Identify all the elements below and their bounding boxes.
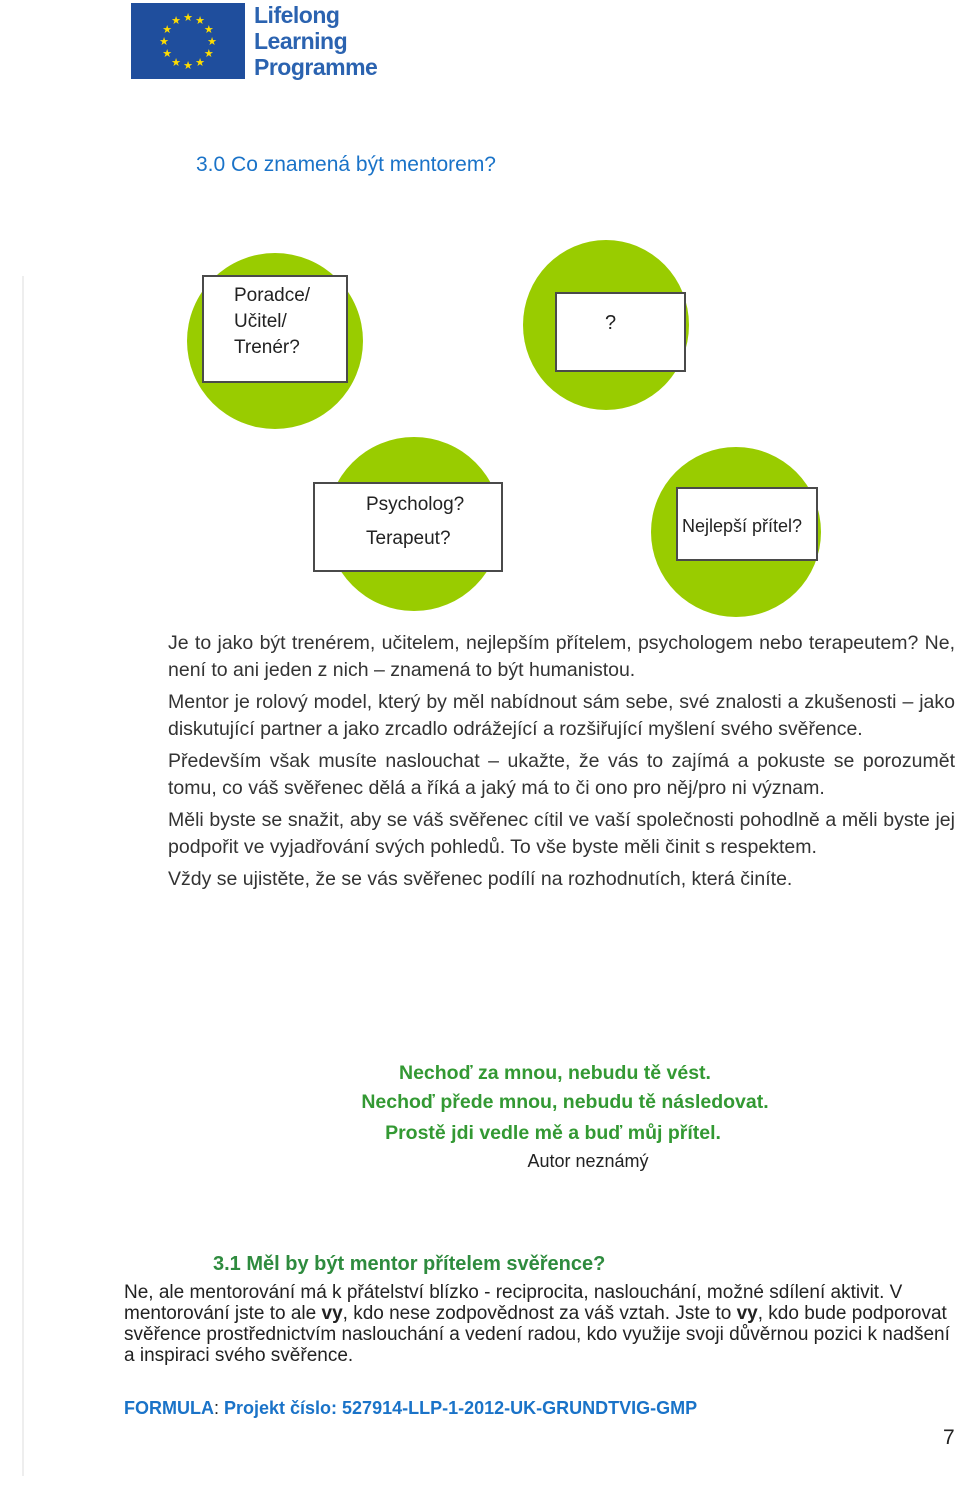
quote-author: Autor neznámý <box>527 1151 649 1171</box>
eu-star-icon: ★ <box>203 24 214 36</box>
node-poradce <box>202 275 348 383</box>
quote-line-3: Prostě jdi vedle mě a buď můj přítel. <box>385 1122 721 1144</box>
logo-line-3: Programme <box>254 54 378 80</box>
eu-star-icon: ★ <box>183 60 193 72</box>
text-run: , kdo bude podporovat svěřence prostřednictvím naslouchání a vedení radou, kdo využije svoji důvěrnou pozici k nadšení a inspiraci svého svěřence. <box>124 1303 950 1366</box>
eu-star-icon: ★ <box>171 56 181 69</box>
quote-line-2: Nechoď přede mnou, nebudu tě následovat. <box>361 1091 769 1113</box>
quote-line-1: Nechoď za mnou, nebudu tě vést. <box>399 1062 711 1084</box>
eu-star-icon: ★ <box>183 12 193 24</box>
logo-line-1: Lifelong <box>254 2 340 28</box>
subsection-title: 3.1 Měl by být mentor přítelem svěřence? <box>213 1253 606 1275</box>
eu-stars-icon <box>131 3 245 79</box>
node-line: Terapeut? <box>366 528 451 549</box>
text-run: , kdo nese zodpovědnost za váš vztah. Jste to <box>342 1303 737 1324</box>
node-line: ? <box>605 312 617 334</box>
footer-project <box>124 1398 697 1419</box>
eu-star-icon: ★ <box>203 48 214 60</box>
node-line: Poradce/ <box>234 285 311 306</box>
eu-star-icon: ★ <box>207 36 217 48</box>
node-psycholog <box>313 482 503 572</box>
node-nejlepsi-pritel <box>676 487 818 561</box>
footer-separator: : <box>213 1398 219 1418</box>
eu-star-icon: ★ <box>171 15 181 28</box>
page-margin-line <box>22 276 24 1476</box>
node-question <box>555 292 686 372</box>
eu-star-icon: ★ <box>195 56 205 69</box>
emphasis-vy: vy <box>321 1303 343 1324</box>
section-title: 3.0 Co znamená být mentorem? <box>196 153 496 176</box>
paragraph-2: Mentor je rolový model, který by měl nabídnout sám sebe, své znalosti a zkušenosti – jako diskutující partner a jako zrcadlo odrážející a rozšiřující myšlení svého svěřence. <box>168 691 955 740</box>
body-text <box>168 630 955 898</box>
text-run: Ne, ale mentorování má k přátelství blízko - reciprocita, naslouchání, možné sdílení aktivit. V mentorování jste to ale <box>124 1282 903 1324</box>
paragraph-5: Vždy se ujistěte, že se vás svěřenec podílí na rozhodnutích, která činíte. <box>168 868 793 890</box>
eu-flag-logo <box>131 3 245 79</box>
eu-star-icon: ★ <box>159 36 169 48</box>
paragraph-4: Měli byste se snažit, aby se váš svěřenec cítil ve vaší společnosti pohodlně a měli byste jej podpořit ve vyjadřování svých pohledů. To vše byste měli činit s respektem. <box>168 809 955 858</box>
node-line: Učitel/ <box>234 311 287 332</box>
node-line: Trenér? <box>234 337 300 358</box>
paragraph-1: Je to jako být trenérem, učitelem, nejlepším přítelem, psychologem nebo terapeutem? Ne, není to ani jeden z nich – znamená to být humanistou. <box>168 632 955 681</box>
paragraph-3: Především však musíte naslouchat – ukažte, že vás to zajímá a pokuste se porozumět tomu, co váš svěřenec dělá a říká a jaký má to či ono pro něj/pro ni význam. <box>168 750 955 799</box>
eu-star-icon: ★ <box>162 24 173 36</box>
eu-star-icon: ★ <box>195 15 205 28</box>
node-line: Psycholog? <box>366 494 465 515</box>
logo-line-2: Learning <box>254 28 348 54</box>
emphasis-vy: vy <box>736 1303 758 1324</box>
footer-label: FORMULA <box>124 1398 214 1418</box>
eu-star-icon: ★ <box>162 48 173 60</box>
footer-project-number: Projekt číslo: 527914-LLP-1-2012-UK-GRUNDTVIG-GMP <box>219 1398 698 1418</box>
node-line: Nejlepší přítel? <box>682 516 803 536</box>
subsection-paragraph <box>124 1282 954 1366</box>
programme-logo-text <box>254 2 377 80</box>
page-number: 7 <box>943 1426 955 1449</box>
